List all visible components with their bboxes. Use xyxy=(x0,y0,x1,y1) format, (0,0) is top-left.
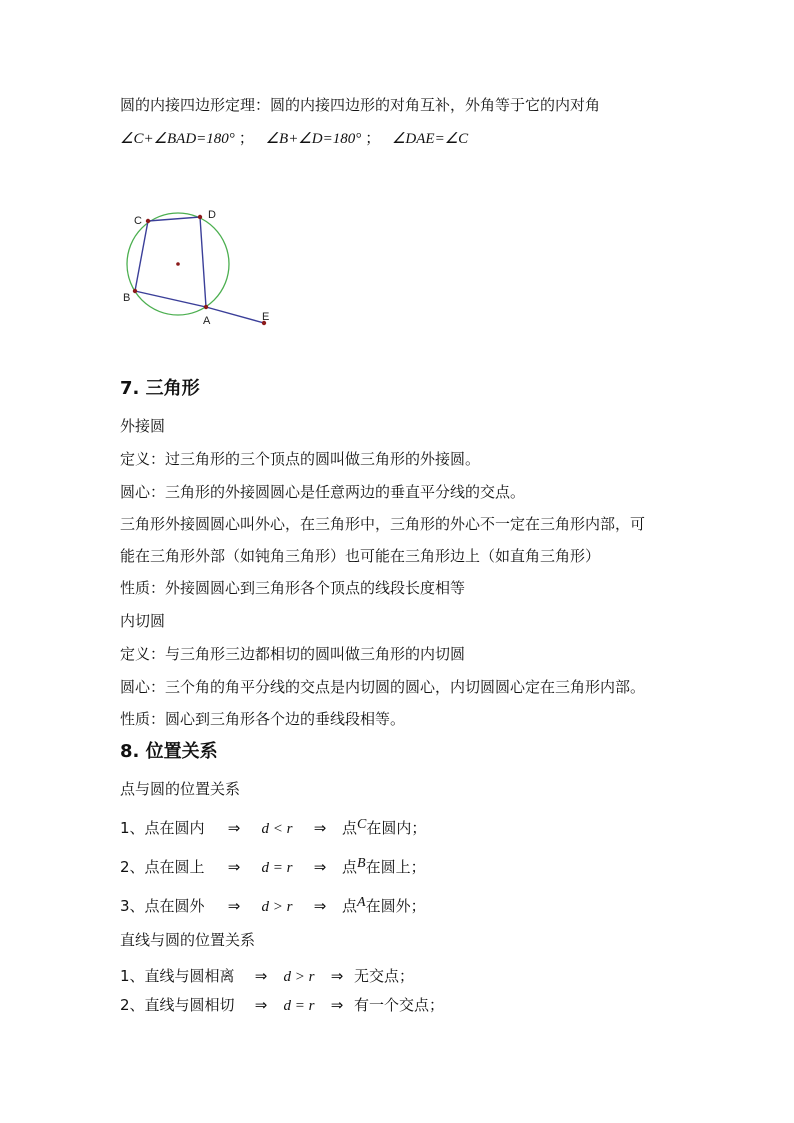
point-row-outside xyxy=(120,896,426,918)
point-letter: C xyxy=(357,817,367,832)
line-row-separate xyxy=(120,966,414,987)
quadrilateral xyxy=(135,217,206,307)
condition: d > r xyxy=(261,899,293,915)
point-result: 在圆上； xyxy=(365,858,426,876)
condition: d < r xyxy=(261,821,293,837)
row-label: 2、点在圆上 xyxy=(120,858,205,876)
implies-arrow-2: ⇒ xyxy=(313,897,327,915)
label-B: B xyxy=(123,292,131,304)
incircle-title: 内切圆 xyxy=(120,612,166,630)
line-result: 无交点； xyxy=(354,967,415,985)
formula-3: ∠DAE=∠C xyxy=(391,131,469,147)
formula-1: ∠C+∠BAD=180° xyxy=(120,131,235,147)
implies-arrow-2: ⇒ xyxy=(313,858,327,876)
incircle-definition: 定义：与三角形三边都相切的圆叫做三角形的内切圆 xyxy=(120,645,466,663)
label-C: C xyxy=(134,215,142,227)
label-E: E xyxy=(262,311,270,323)
point-prefix: 点 xyxy=(342,897,358,915)
implies-arrow-2: ⇒ xyxy=(313,819,327,837)
point-C xyxy=(146,219,150,223)
circumcircle-property: 性质：外接圆圆心到三角形各个顶点的线段长度相等 xyxy=(120,579,466,597)
formula-sep-1: ； xyxy=(238,131,254,147)
point-prefix: 点 xyxy=(342,858,358,876)
implies-arrow-2: ⇒ xyxy=(330,996,344,1014)
cyclic-quadrilateral-figure xyxy=(110,200,310,340)
theorem-text: 圆的内接四边形定理：圆的内接四边形的对角互补，外角等于它的内对角 xyxy=(120,96,601,114)
point-row-on xyxy=(120,857,426,879)
row-label: 2、直线与圆相切 xyxy=(120,996,235,1014)
circumcircle-definition: 定义：过三角形的三个顶点的圆叫做三角形的外接圆。 xyxy=(120,450,481,468)
circumcircle-center: 圆心：三角形的外接圆圆心是任意两边的垂直平分线的交点。 xyxy=(120,483,526,501)
line-circle-title: 直线与圆的位置关系 xyxy=(120,931,256,949)
line-row-tangent xyxy=(120,995,444,1016)
implies-arrow-1: ⇒ xyxy=(254,967,268,985)
row-label: 3、点在圆外 xyxy=(120,897,205,915)
point-letter: A xyxy=(357,895,366,910)
implies-arrow-1: ⇒ xyxy=(227,897,241,915)
section-7-heading: 7. 三角形 xyxy=(120,378,200,399)
theorem-formulas xyxy=(120,129,468,149)
point-result: 在圆内； xyxy=(366,819,427,837)
point-A xyxy=(204,305,208,309)
point-prefix: 点 xyxy=(342,819,358,837)
circumcircle-note-1: 三角形外接圆圆心叫外心，在三角形中，三角形的外心不一定在三角形内部，可 xyxy=(120,515,646,533)
condition: d = r xyxy=(261,860,293,876)
implies-arrow-1: ⇒ xyxy=(227,819,241,837)
center-point xyxy=(176,262,180,266)
point-letter: B xyxy=(357,856,366,871)
formula-sep-2: ； xyxy=(365,131,381,147)
circumcircle-note-2: 能在三角形外部（如钝角三角形）也可能在三角形边上（如直角三角形） xyxy=(120,547,601,565)
incircle-property: 性质：圆心到三角形各个边的垂线段相等。 xyxy=(120,710,406,728)
line-result: 有一个交点； xyxy=(354,996,445,1014)
section-8-heading: 8. 位置关系 xyxy=(120,741,218,762)
label-D: D xyxy=(208,209,216,221)
circumcircle-title: 外接圆 xyxy=(120,417,166,435)
condition: d = r xyxy=(283,998,315,1014)
point-D xyxy=(198,215,202,219)
point-circle-title: 点与圆的位置关系 xyxy=(120,780,241,798)
point-result: 在圆外； xyxy=(365,897,426,915)
incircle-center: 圆心：三个角的角平分线的交点是内切圆的圆心，内切圆圆心定在三角形内部。 xyxy=(120,678,646,696)
row-label: 1、点在圆内 xyxy=(120,819,205,837)
condition: d > r xyxy=(283,969,315,985)
label-A: A xyxy=(203,315,211,327)
implies-arrow-2: ⇒ xyxy=(330,967,344,985)
formula-2: ∠B+∠D=180° xyxy=(265,131,362,147)
row-label: 1、直线与圆相离 xyxy=(120,967,235,985)
implies-arrow-1: ⇒ xyxy=(227,858,241,876)
point-row-inside xyxy=(120,818,426,840)
point-B xyxy=(133,289,137,293)
implies-arrow-1: ⇒ xyxy=(254,996,268,1014)
extension-segment-AE xyxy=(206,307,264,323)
